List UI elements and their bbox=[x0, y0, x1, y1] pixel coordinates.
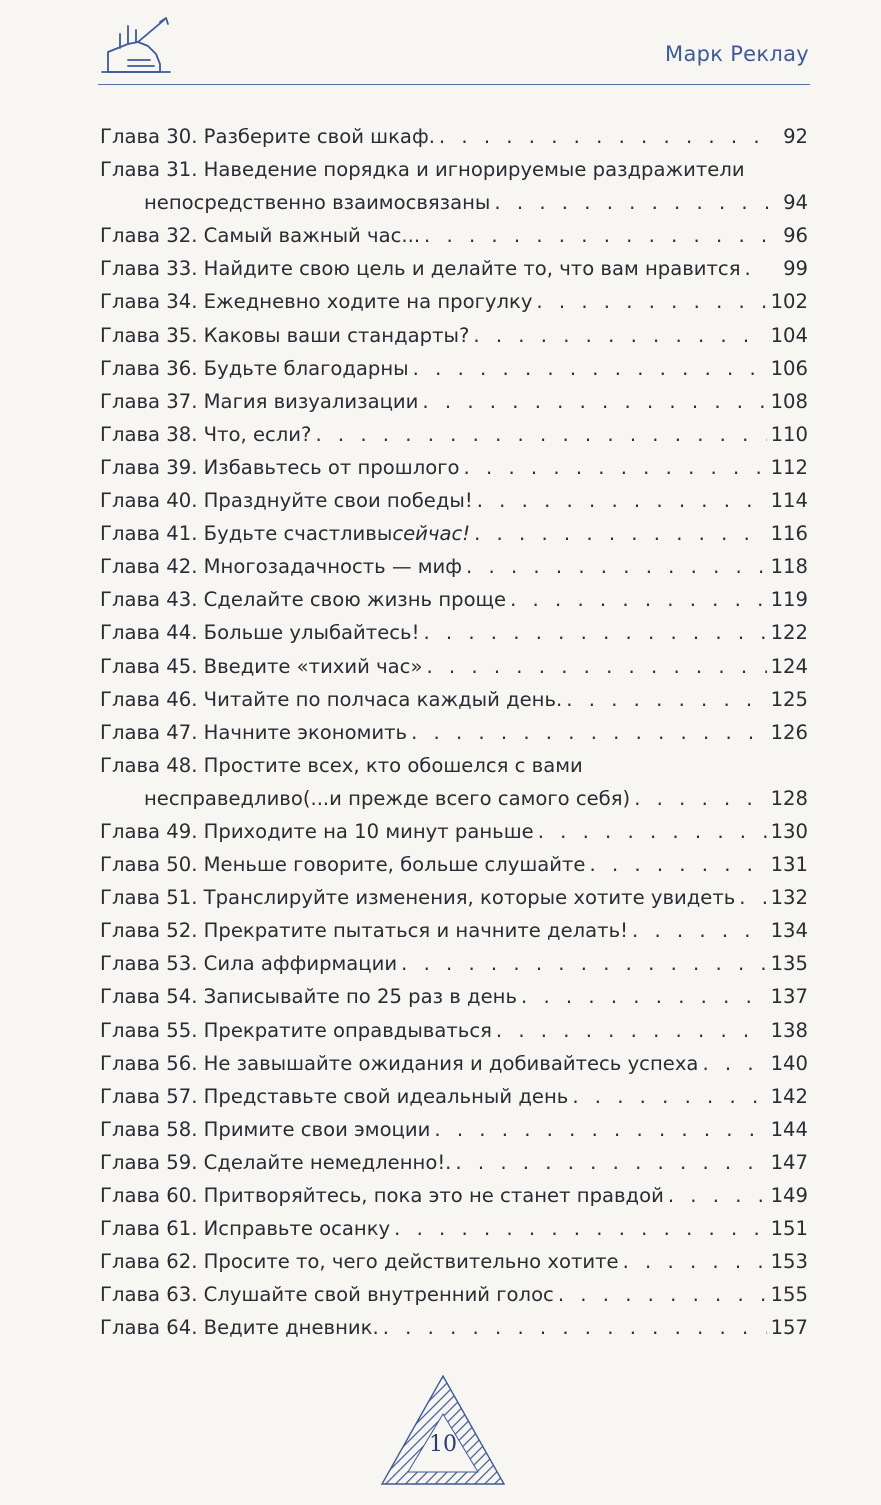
toc-entry-line bbox=[100, 1179, 808, 1212]
toc-entry-title: Глава 60. Притворяйтесь, пока это не станет правдой bbox=[100, 1184, 664, 1207]
toc-entry-line bbox=[100, 1080, 808, 1113]
toc-leader-dots bbox=[394, 1212, 766, 1245]
toc-entry bbox=[100, 1080, 808, 1113]
toc-entry bbox=[100, 319, 808, 352]
toc-entry-title: непосредственно взаимосвязаны bbox=[144, 191, 491, 215]
toc-entry-title: Глава 63. Слушайте свой внутренний голос bbox=[100, 1283, 554, 1307]
toc-entry bbox=[100, 1212, 808, 1245]
toc-leader-dots bbox=[426, 650, 766, 683]
toc-leader-dots bbox=[464, 451, 767, 484]
toc-leader-dots bbox=[745, 252, 769, 285]
toc-entry bbox=[100, 120, 808, 153]
toc-entry-title: Глава 35. Каковы ваши стандарты? bbox=[100, 323, 470, 347]
toc-entry bbox=[100, 616, 808, 649]
toc-entry bbox=[100, 1245, 808, 1278]
page-number: 10 bbox=[429, 1432, 457, 1457]
toc-entry bbox=[100, 1311, 808, 1344]
toc-entry-line bbox=[100, 1311, 808, 1344]
toc-entry bbox=[100, 815, 808, 848]
toc-entry-title: Глава 64. Ведите дневник. bbox=[100, 1316, 379, 1340]
toc-entry bbox=[100, 219, 808, 252]
toc-leader-dots bbox=[422, 385, 766, 418]
toc-page-number: 125 bbox=[770, 687, 808, 711]
toc-entry-title: Глава 40. Празднуйте свои победы! bbox=[100, 489, 473, 513]
toc-page-number: 102 bbox=[770, 290, 808, 314]
toc-leader-dots bbox=[558, 1278, 767, 1311]
toc-entry bbox=[100, 352, 808, 385]
toc-entry-continuation bbox=[100, 186, 808, 219]
toc-page-number: 92 bbox=[783, 125, 808, 148]
toc-entry-title: Глава 59. Сделайте немедленно!. bbox=[100, 1150, 452, 1174]
table-of-contents bbox=[100, 120, 808, 1344]
toc-leader-dots bbox=[566, 683, 766, 716]
running-header-author: Марк Реклау bbox=[665, 42, 809, 66]
toc-leader-dots bbox=[702, 1047, 766, 1080]
toc-entry bbox=[100, 683, 808, 716]
toc-entry bbox=[100, 716, 808, 749]
toc-page-number: 132 bbox=[770, 886, 808, 910]
toc-entry-title: Глава 34. Ежедневно ходите на прогулку bbox=[100, 290, 533, 314]
toc-entry bbox=[100, 1014, 808, 1047]
toc-entry-line bbox=[100, 749, 808, 782]
toc-entry-title: Глава 56. Не завышайте ожидания и добивайтесь успеха bbox=[100, 1051, 699, 1075]
toc-entry bbox=[100, 285, 808, 318]
toc-page-number: 138 bbox=[770, 1018, 808, 1042]
toc-leader-dots bbox=[538, 815, 767, 848]
toc-entry-line bbox=[100, 881, 808, 914]
toc-entry bbox=[100, 848, 808, 881]
header-rule bbox=[98, 84, 810, 85]
toc-entry-title: Глава 31. Наведение порядка и игнорируемые раздражители bbox=[100, 158, 745, 182]
toc-entry-line bbox=[100, 120, 808, 153]
toc-entry bbox=[100, 881, 808, 914]
toc-entry-line bbox=[100, 1245, 808, 1278]
toc-entry-title: Глава 45. Введите «тихий час» bbox=[100, 654, 423, 678]
toc-leader-dots bbox=[439, 120, 768, 153]
toc-page-number: 114 bbox=[770, 489, 808, 513]
toc-page-number: 153 bbox=[770, 1250, 808, 1274]
toc-leader-dots bbox=[383, 1311, 767, 1344]
toc-entry-continuation bbox=[100, 782, 808, 815]
toc-entry-title: Глава 52. Прекратите пытаться и начните делать! bbox=[100, 919, 628, 943]
toc-page-number: 134 bbox=[770, 919, 808, 943]
toc-entry bbox=[100, 418, 808, 451]
toc-leader-dots bbox=[434, 1113, 766, 1146]
toc-leader-dots bbox=[632, 914, 767, 947]
toc-entry bbox=[100, 650, 808, 683]
toc-entry-title: Глава 42. Многозадачность — миф bbox=[100, 555, 463, 579]
toc-page-number: 112 bbox=[770, 455, 808, 479]
toc-entry-line bbox=[100, 616, 808, 649]
toc-entry-title: Глава 55. Прекратите оправдываться bbox=[100, 1018, 492, 1042]
toc-entry-title: Глава 54. Записывайте по 25 раз в день bbox=[100, 985, 518, 1009]
toc-entry-line bbox=[100, 848, 808, 881]
toc-leader-dots bbox=[477, 484, 767, 517]
toc-entry-title: Глава 46. Читайте по полчаса каждый день. bbox=[100, 687, 563, 711]
toc-entry-title: Глава 47. Начните экономить bbox=[100, 720, 408, 744]
toc-entry-title: Глава 62. Просите то, чего действительно хотите bbox=[100, 1250, 619, 1274]
toc-entry-title: Глава 50. Меньше говорите, больше слушайте bbox=[100, 853, 586, 877]
toc-entry bbox=[100, 153, 808, 219]
toc-leader-dots bbox=[536, 285, 766, 318]
toc-entry-line bbox=[100, 583, 808, 616]
toc-leader-dots bbox=[668, 1179, 767, 1212]
toc-page-number: 94 bbox=[783, 191, 808, 215]
toc-entry bbox=[100, 980, 808, 1013]
toc-entry-line bbox=[100, 815, 808, 848]
toc-page-number: 135 bbox=[770, 952, 808, 976]
toc-leader-dots bbox=[496, 1014, 767, 1047]
toc-entry-line bbox=[100, 385, 808, 418]
toc-leader-dots bbox=[473, 319, 766, 352]
toc-page-number: 122 bbox=[770, 621, 808, 645]
toc-leader-dots bbox=[411, 716, 767, 749]
toc-entry-line bbox=[100, 683, 808, 716]
toc-entry-title: Глава 48. Простите всех, кто обошелся с вами bbox=[100, 753, 583, 777]
toc-entry-line bbox=[100, 451, 808, 484]
toc-entry-line bbox=[100, 319, 808, 352]
toc-entry bbox=[100, 252, 808, 285]
toc-entry-title: несправедливо(...и прежде всего самого себя) bbox=[144, 786, 631, 810]
toc-leader-dots bbox=[474, 517, 767, 550]
toc-entry-line bbox=[100, 650, 808, 683]
toc-entry bbox=[100, 1047, 808, 1080]
toc-leader-dots bbox=[423, 616, 766, 649]
toc-entry-emphasis: сейчас! bbox=[392, 522, 471, 546]
toc-entry-title: Глава 32. Самый важный час... bbox=[100, 224, 421, 248]
toc-page-number: 126 bbox=[770, 720, 808, 744]
toc-page-number: 142 bbox=[770, 1084, 808, 1108]
toc-leader-dots bbox=[634, 782, 766, 815]
toc-entry-line bbox=[100, 153, 808, 186]
toc-entry bbox=[100, 550, 808, 583]
toc-entry-title: Глава 44. Больше улыбайтесь! bbox=[100, 621, 420, 645]
toc-page-number: 149 bbox=[770, 1184, 808, 1207]
hand-writing-icon bbox=[98, 14, 172, 80]
toc-page-number: 124 bbox=[770, 654, 808, 678]
toc-page-number: 157 bbox=[770, 1316, 808, 1340]
toc-page-number: 131 bbox=[770, 853, 808, 877]
toc-entry-line bbox=[100, 252, 808, 285]
toc-entry-title: Глава 37. Магия визуализации bbox=[100, 389, 419, 413]
toc-entry-title: Глава 39. Избавьтесь от прошлого bbox=[100, 455, 460, 479]
toc-entry bbox=[100, 1179, 808, 1212]
toc-page-number: 144 bbox=[770, 1117, 808, 1141]
toc-entry-title: Глава 58. Примите свои эмоции bbox=[100, 1117, 431, 1141]
toc-entry bbox=[100, 517, 808, 550]
toc-page-number: 106 bbox=[770, 356, 808, 380]
toc-leader-dots bbox=[315, 418, 766, 451]
toc-entry-title: Глава 53. Сила аффирмации bbox=[100, 952, 398, 976]
toc-entry-title: Глава 38. Что, если? bbox=[100, 422, 312, 446]
toc-leader-dots bbox=[455, 1146, 766, 1179]
toc-entry-title: Глава 49. Приходите на 10 минут раньше bbox=[100, 819, 534, 843]
toc-entry bbox=[100, 1113, 808, 1146]
toc-entry-title: Глава 30. Разберите свой шкаф. bbox=[100, 125, 435, 148]
toc-leader-dots bbox=[401, 947, 766, 980]
toc-entry-title: Глава 43. Сделайте свою жизнь проще bbox=[100, 588, 507, 612]
toc-entry bbox=[100, 914, 808, 947]
toc-entry-line bbox=[100, 352, 808, 385]
toc-page-number: 108 bbox=[770, 389, 808, 413]
toc-entry-line bbox=[100, 550, 808, 583]
toc-page-number: 155 bbox=[770, 1283, 808, 1307]
toc-entry-line bbox=[100, 947, 808, 980]
toc-entry-line bbox=[100, 716, 808, 749]
toc-page-number: 151 bbox=[770, 1217, 808, 1241]
toc-leader-dots bbox=[494, 186, 768, 219]
toc-page-number: 116 bbox=[770, 522, 808, 546]
toc-entry bbox=[100, 583, 808, 616]
toc-entry-line bbox=[100, 484, 808, 517]
toc-entry-title: Глава 57. Представьте свой идеальный день bbox=[100, 1084, 569, 1108]
toc-leader-dots bbox=[589, 848, 766, 881]
toc-entry-title: Глава 51. Транслируйте изменения, которые хотите увидеть bbox=[100, 886, 736, 910]
toc-page-number: 128 bbox=[770, 786, 808, 810]
toc-page-number: 130 bbox=[770, 819, 808, 843]
toc-entry-title: Глава 41. Будьте счастливы bbox=[100, 522, 393, 546]
toc-entry-title: Глава 61. Исправьте осанку bbox=[100, 1217, 391, 1241]
toc-page-number: 140 bbox=[770, 1051, 808, 1075]
toc-leader-dots bbox=[623, 1245, 767, 1278]
toc-entry-line bbox=[100, 1113, 808, 1146]
toc-entry bbox=[100, 947, 808, 980]
toc-entry-line bbox=[100, 914, 808, 947]
toc-entry bbox=[100, 451, 808, 484]
toc-leader-dots bbox=[466, 550, 767, 583]
toc-leader-dots bbox=[424, 219, 768, 252]
toc-leader-dots bbox=[739, 881, 766, 914]
toc-entry-line bbox=[100, 980, 808, 1013]
toc-page-number: 147 bbox=[770, 1150, 808, 1174]
toc-entry-line bbox=[100, 418, 808, 451]
toc-entry-line bbox=[100, 517, 808, 550]
toc-page-number: 104 bbox=[770, 323, 808, 347]
toc-leader-dots bbox=[510, 583, 767, 616]
hatched-triangle-icon bbox=[378, 1372, 508, 1488]
toc-entry-title: Глава 36. Будьте благодарны bbox=[100, 356, 409, 380]
toc-page-number: 96 bbox=[783, 224, 808, 248]
toc-entry-line bbox=[100, 1278, 808, 1311]
toc-entry-title: Глава 33. Найдите свою цель и делайте то, что вам нравится bbox=[100, 257, 741, 281]
toc-page-number: 119 bbox=[770, 588, 808, 612]
toc-entry-line bbox=[100, 1047, 808, 1080]
toc-entry-line bbox=[100, 1146, 808, 1179]
toc-entry bbox=[100, 484, 808, 517]
toc-page-number: 99 bbox=[783, 257, 808, 281]
toc-entry-line bbox=[100, 219, 808, 252]
toc-entry bbox=[100, 385, 808, 418]
toc-leader-dots bbox=[521, 980, 767, 1013]
toc-entry-line bbox=[100, 1212, 808, 1245]
toc-entry bbox=[100, 749, 808, 815]
toc-page-number: 118 bbox=[770, 555, 808, 579]
toc-entry-line bbox=[100, 285, 808, 318]
toc-leader-dots bbox=[413, 352, 767, 385]
toc-leader-dots bbox=[572, 1080, 766, 1113]
toc-entry bbox=[100, 1146, 808, 1179]
toc-entry bbox=[100, 1278, 808, 1311]
toc-entry-line bbox=[100, 1014, 808, 1047]
toc-page-number: 110 bbox=[770, 422, 808, 446]
toc-page-number: 137 bbox=[770, 985, 808, 1009]
